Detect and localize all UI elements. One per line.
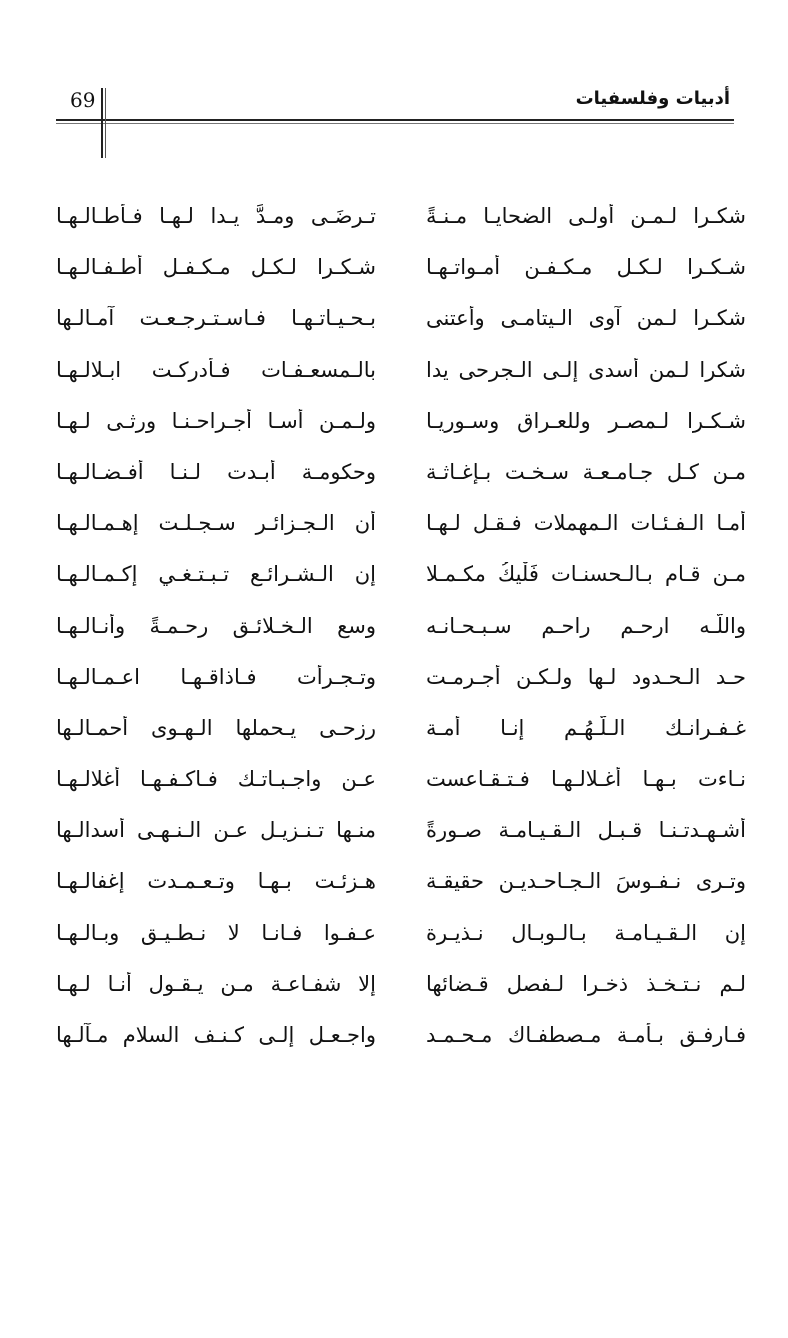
hemistich-right: فـارفـق بـأمـة مـصطفـاك مـحـمـد xyxy=(426,1023,746,1047)
verse xyxy=(56,345,746,396)
hemistich-right: لـم نـتـخـذ ذخـرا لـفصل قـضائها xyxy=(426,971,746,996)
hemistich-right: وتـرى نـفـوسَ الـجـاحـديـن حقيقـة xyxy=(426,869,746,894)
hemistich-right: نـاءت بـهـا أغـلالـهـا فـتـقـاعست xyxy=(426,767,746,792)
hemistich-left: إلا شفـاعـة مـن يـقـول أنـا لـهـا xyxy=(56,971,376,996)
verse xyxy=(56,754,746,805)
hemistich-right: شكـرا لـمن آوى الـيتامـى وأعتنى xyxy=(426,306,746,331)
hemistich-left: ولـمـن أسـا أجـراحـنـا ورثـى لـهـا xyxy=(56,408,376,433)
verse xyxy=(56,1010,746,1061)
verse xyxy=(56,191,746,242)
hemistich-left: أن الـجـزائـر سـجـلـت إهـمـالـهـا xyxy=(56,511,376,536)
hemistich-right: شكـرا لـمـن أولـى الضحايـا مـنـةً xyxy=(426,204,746,228)
running-title: أدبيات وفلسفيات xyxy=(575,88,730,109)
verse xyxy=(56,396,746,447)
verse xyxy=(56,242,746,293)
hemistich-right: أشـهـدتـنـا قـبـل الـقـيـامـة صـورةً xyxy=(426,818,746,843)
hemistich-left: منـها تـنـزيـل عـن الـنـهـى أسدالـها xyxy=(56,818,376,843)
verse xyxy=(56,498,746,549)
header-rule xyxy=(56,119,734,121)
hemistich-left: عـفـوا فـانـا لا نـطـيـق وبـالـهـا xyxy=(56,920,376,945)
hemistich-right: شكرا لـمن أسدى إلـى الـجرحى يدا xyxy=(426,357,746,382)
hemistich-right: شـكـرا لـمصـر وللعـراق وسـوريـا xyxy=(426,408,746,433)
hemistich-right: إن الـقـيـامـة بـالـوبـال نـذيـرة xyxy=(426,920,746,945)
hemistich-left: رزحـى يـحملها الـهـوى أحمـالـها xyxy=(56,715,376,740)
hemistich-right: شـكـرا لـكـل مـكـفـن أمـواتـهـا xyxy=(426,255,746,280)
hemistich-left: شـكـرا لـكـل مـكـفـل أطـفـالـهـا xyxy=(56,255,376,280)
hemistich-left: واجـعـل إلـى كـنـف السلام مـآلـها xyxy=(56,1023,376,1047)
verse xyxy=(56,703,746,754)
hemistich-right: أمـا الـفـئـات الـمهملات فـقـل لـهـا xyxy=(426,511,746,536)
hemistich-right: مـن قـام بـالـحسنـات فَلْيكُ مكـمـلا xyxy=(426,562,746,587)
hemistich-right: غـفـرانـك الـلَّـهُـم إنـا أمـة xyxy=(426,715,746,740)
header-divider-thin xyxy=(105,88,106,158)
hemistich-left: إن الـشـرائـع تـبـتـغـي إكـمـالـهـا xyxy=(56,562,376,587)
hemistich-left: وحكومـة أبـدت لـنـا أفـضـالـهـا xyxy=(56,459,376,484)
hemistich-left: بالـمسعـفـات فـأدركـت ابـلالـهـا xyxy=(56,357,376,382)
verse xyxy=(56,293,746,344)
verse xyxy=(56,856,746,907)
header-rule-thin xyxy=(56,123,734,124)
hemistich-left: بـحـيـاتـهـا فـاسـتـرجـعـت آمـالـها xyxy=(56,306,376,331)
verse xyxy=(56,805,746,856)
page-header xyxy=(56,84,734,124)
verse xyxy=(56,447,746,498)
verse xyxy=(56,652,746,703)
hemistich-left: وسع الـخـلائـق رحـمـةً وأنـالـهـا xyxy=(56,613,376,638)
hemistich-left: وتـجـرأت فـاذاقـهـا اعـمـالـهـا xyxy=(56,664,376,689)
hemistich-right: مـن كـل جـامـعـة سـخـت بـإغـاثـة xyxy=(426,459,746,484)
page-number: 69 xyxy=(70,88,96,112)
verse xyxy=(56,908,746,959)
verse xyxy=(56,549,746,600)
verse xyxy=(56,601,746,652)
hemistich-right: واللّـه ارحـم راحـم سـبـحـانـه xyxy=(426,613,746,638)
verse xyxy=(56,959,746,1010)
header-divider xyxy=(101,88,103,158)
hemistich-right: حـد الـحـدود لـها ولـكـن أجـرمـت xyxy=(426,664,746,689)
hemistich-left: تـرضَـى ومـدَّ يـدا لـهـا فـأطـالـهـا xyxy=(56,204,376,228)
poem xyxy=(56,191,746,1061)
hemistich-left: عـن واجـبـاتـك فـاكـفـهـا أغلالـهـا xyxy=(56,767,376,792)
hemistich-left: هـزئـت بـهـا وتـعـمـدت إغفالـهـا xyxy=(56,869,376,894)
